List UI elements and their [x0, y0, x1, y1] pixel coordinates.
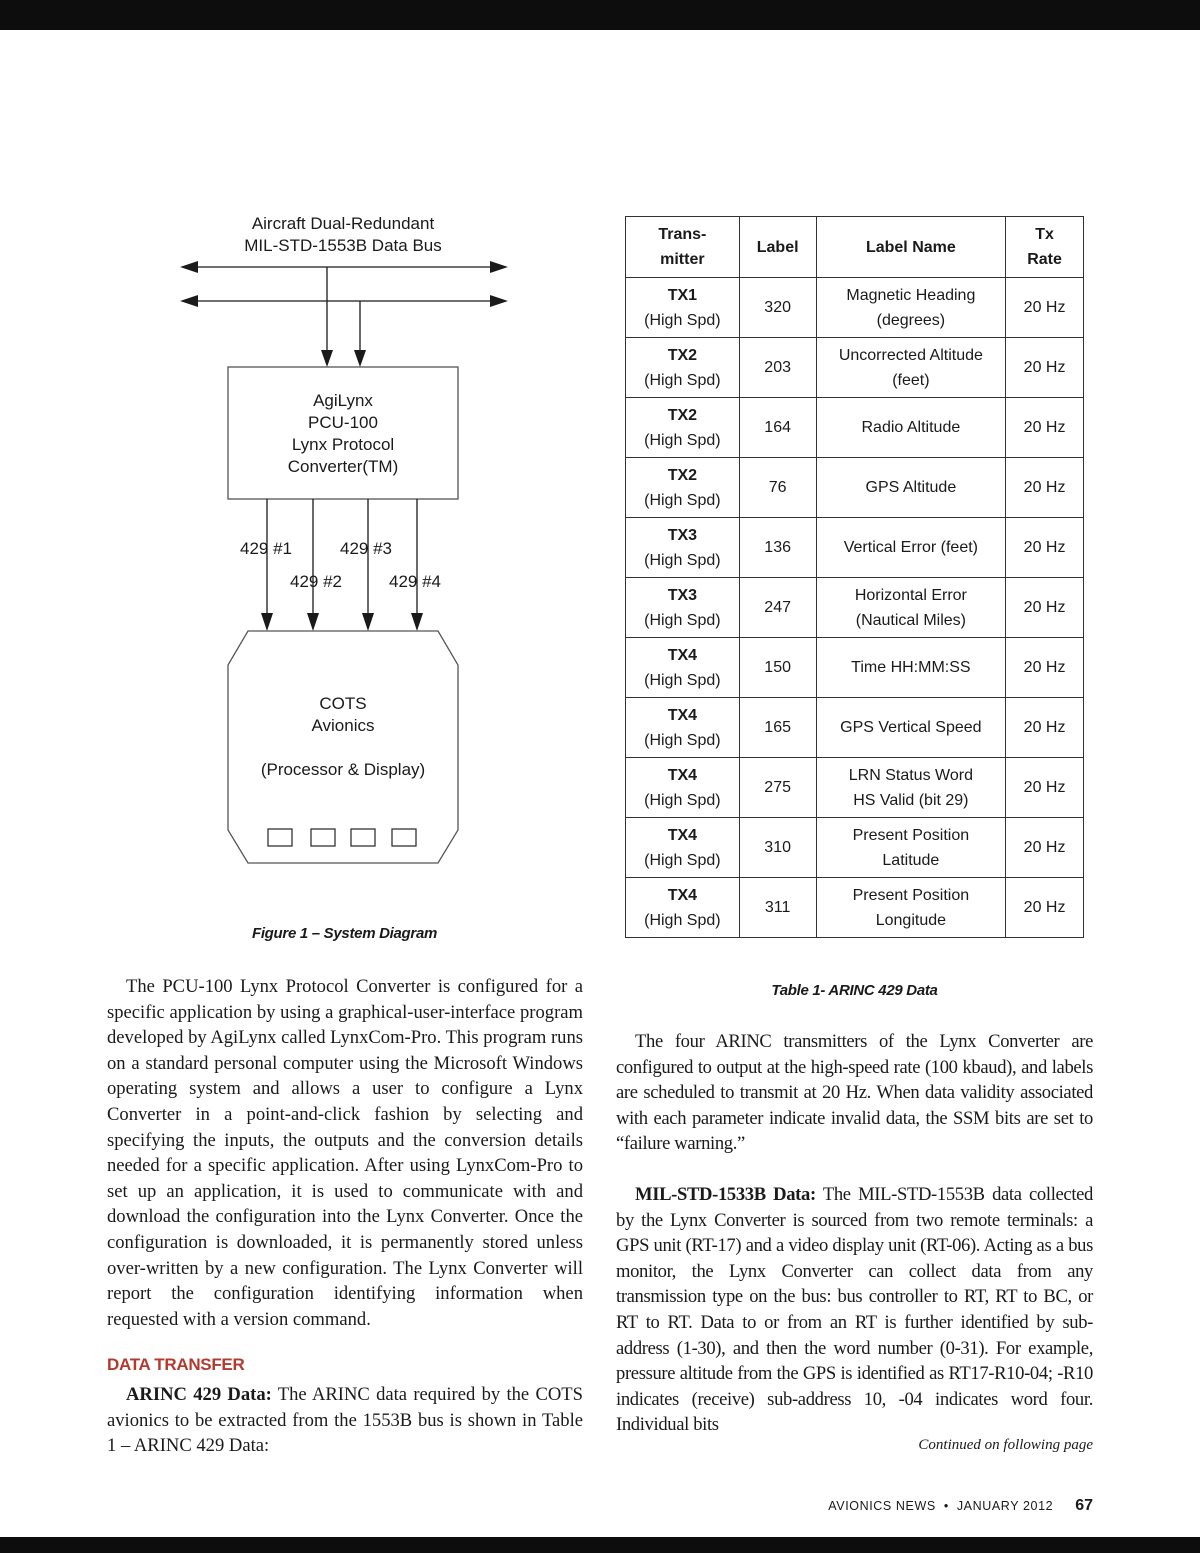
- cell-label-name: GPS Altitude: [816, 458, 1006, 518]
- converter-line-3: Lynx Protocol: [291, 435, 395, 454]
- channel-label-1: 429 #1: [240, 539, 292, 558]
- cell-tx-rate: 20 Hz: [1006, 398, 1084, 458]
- mil-runin: MIL-STD-1533B Data:: [635, 1184, 816, 1205]
- cell-tx-rate: 20 Hz: [1006, 698, 1084, 758]
- page-number: 67: [1075, 1497, 1093, 1514]
- arinc-channel-arrows: [261, 499, 423, 631]
- figure-caption: Figure 1 – System Diagram: [251, 925, 438, 942]
- table-row: [626, 518, 1084, 578]
- cell-transmitter: TX4 (High Spd): [626, 758, 740, 818]
- cell-tx-rate: 20 Hz: [1006, 578, 1084, 638]
- table-header-row: [626, 217, 1084, 278]
- bottom-bar: [0, 1537, 1200, 1553]
- cell-tx-rate: 20 Hz: [1006, 878, 1084, 938]
- cell-transmitter: TX2 (High Spd): [626, 458, 740, 518]
- cell-label-name: Time HH:MM:SS: [816, 638, 1006, 698]
- cell-tx-rate: 20 Hz: [1006, 638, 1084, 698]
- converter-line-1: AgiLynx: [313, 391, 373, 410]
- cell-transmitter: TX3 (High Spd): [626, 518, 740, 578]
- cell-label-name: Present Position Latitude: [816, 818, 1006, 878]
- table-row: [626, 338, 1084, 398]
- data-bus-b: [180, 295, 508, 307]
- footer-publication: AVIONICS NEWS: [828, 1499, 936, 1513]
- channel-label-3: 429 #3: [340, 539, 392, 558]
- table-row: [626, 458, 1084, 518]
- footer-bullet: •: [943, 1499, 949, 1513]
- cell-label: 150: [739, 638, 816, 698]
- cell-tx-rate: 20 Hz: [1006, 518, 1084, 578]
- cell-label: 320: [739, 278, 816, 338]
- cell-label-name: Magnetic Heading (degrees): [816, 278, 1006, 338]
- converter-line-4: Converter(TM): [287, 457, 399, 476]
- cell-transmitter: TX1 (High Spd): [626, 278, 740, 338]
- right-paragraph-1: The four ARINC transmitters of the Lynx Converter are configured to output at the high-speed rate (100 kbaud), and labels are scheduled to transmit at 20 Hz. When data validity associated with each parameter indicate invalid data, the SSM bits are set to “failure warning.”: [616, 1031, 1093, 1155]
- channel-label-2: 429 #2: [290, 572, 342, 591]
- cell-label: 275: [739, 758, 816, 818]
- table-body: [626, 278, 1084, 938]
- arinc-runin: ARINC 429 Data:: [126, 1384, 272, 1405]
- cell-label: 247: [739, 578, 816, 638]
- bus-title-line1: Aircraft Dual-Redundant: [251, 214, 435, 233]
- mil-std-paragraph: [616, 1182, 1093, 1438]
- table-row: [626, 638, 1084, 698]
- cell-label-name: Radio Altitude: [816, 398, 1006, 458]
- cell-tx-rate: 20 Hz: [1006, 278, 1084, 338]
- table-row: [626, 278, 1084, 338]
- cell-transmitter: TX2 (High Spd): [626, 338, 740, 398]
- cell-label: 165: [739, 698, 816, 758]
- cell-label: 203: [739, 338, 816, 398]
- cell-tx-rate: 20 Hz: [1006, 758, 1084, 818]
- left-paragraph: The PCU-100 Lynx Protocol Converter is configured for a specific application by using a graphical-user-interface program developed by AgiLynx called LynxCom-Pro. This program runs on a standard personal computer using the Microsoft Windows operating system and allows a user to configure a Lynx Converter in a point-and-click fashion by selecting and specifying the inputs, the outputs and the conversion details needed for a specific application. After using LynxCom-Pro to set up an application, it is used to communicate with and download the configuration into the Lynx Converter. Once the configuration is downloaded, it is permanently stored unless over-written by a new configuration. The Lynx Converter will report the configuration identifying information when requested with a version command.: [107, 976, 583, 1330]
- avionics-box: [228, 631, 458, 863]
- cell-label-name: Vertical Error (feet): [816, 518, 1006, 578]
- cell-transmitter: TX4 (High Spd): [626, 878, 740, 938]
- cell-label: 310: [739, 818, 816, 878]
- cell-transmitter: TX3 (High Spd): [626, 578, 740, 638]
- header-transmitter: Trans- mitter: [626, 217, 740, 278]
- bus-title-line2: MIL-STD-1553B Data Bus: [244, 236, 442, 255]
- cell-transmitter: TX2 (High Spd): [626, 398, 740, 458]
- mil-text: The MIL-STD-1553B data collected by the Lynx Converter is sourced from two remote terminals: a GPS unit (RT-17) and a video display unit (RT-06). Acting as a bus monitor, the Lynx Converter can collect data from any transmission type on the bus: bus controller to RT, RT to BC, or RT to RT. Data to or from an RT is further identified by sub-address (1-30), and then the word number (0-31). For example, pressure altitude from the GPS is identified as RT17-R10-04; -R10 indicates (receive) sub-address 10, -04 indicates word four. Individual bits: [616, 1184, 1093, 1436]
- table-row: [626, 878, 1084, 938]
- table-row: [626, 698, 1084, 758]
- cell-label-name: Present Position Longitude: [816, 878, 1006, 938]
- arinc-text: The ARINC data required by the COTS avionics to be extracted from the 1553B bus is shown in Table 1 – ARINC 429 Data:: [107, 1384, 583, 1457]
- cell-transmitter: TX4 (High Spd): [626, 638, 740, 698]
- avionics-line-3: (Processor & Display): [260, 760, 426, 779]
- cell-label: 136: [739, 518, 816, 578]
- cell-transmitter: TX4 (High Spd): [626, 698, 740, 758]
- arinc-table-wrap: [625, 216, 1084, 938]
- cell-label-name: Uncorrected Altitude (feet): [816, 338, 1006, 398]
- cell-label: 311: [739, 878, 816, 938]
- section-heading: DATA TRANSFER: [107, 1355, 245, 1374]
- top-bar: [0, 0, 1200, 30]
- cell-tx-rate: 20 Hz: [1006, 338, 1084, 398]
- cell-label-name: GPS Vertical Speed: [816, 698, 1006, 758]
- bus-drop-arrows: [321, 267, 366, 367]
- cell-label-name: Horizontal Error (Nautical Miles): [816, 578, 1006, 638]
- data-bus-a: [180, 261, 508, 273]
- cell-label: 76: [739, 458, 816, 518]
- table-row: [626, 398, 1084, 458]
- table-row: [626, 578, 1084, 638]
- converter-box: [228, 367, 458, 499]
- page-footer: [828, 1497, 1093, 1515]
- cell-transmitter: TX4 (High Spd): [626, 818, 740, 878]
- arinc-429-table: [625, 216, 1084, 938]
- avionics-line-2: Avionics: [311, 716, 375, 735]
- header-label-name: Label Name: [816, 217, 1006, 278]
- cell-tx-rate: 20 Hz: [1006, 458, 1084, 518]
- converter-line-2: PCU-100: [308, 413, 378, 432]
- channel-label-4: 429 #4: [389, 572, 441, 591]
- table-caption: Table 1- ARINC 429 Data: [771, 982, 938, 999]
- header-tx-rate: Tx Rate: [1006, 217, 1084, 278]
- header-label: Label: [739, 217, 816, 278]
- cell-tx-rate: 20 Hz: [1006, 818, 1084, 878]
- cell-label-name: LRN Status Word HS Valid (bit 29): [816, 758, 1006, 818]
- footer-issue: JANUARY 2012: [956, 1499, 1054, 1513]
- continued-note: Continued on following page: [918, 1437, 1093, 1453]
- avionics-line-1: COTS: [319, 694, 367, 713]
- system-diagram: [170, 205, 520, 870]
- table-row: [626, 818, 1084, 878]
- arinc-paragraph: [107, 1382, 583, 1459]
- cell-label: 164: [739, 398, 816, 458]
- table-row: [626, 758, 1084, 818]
